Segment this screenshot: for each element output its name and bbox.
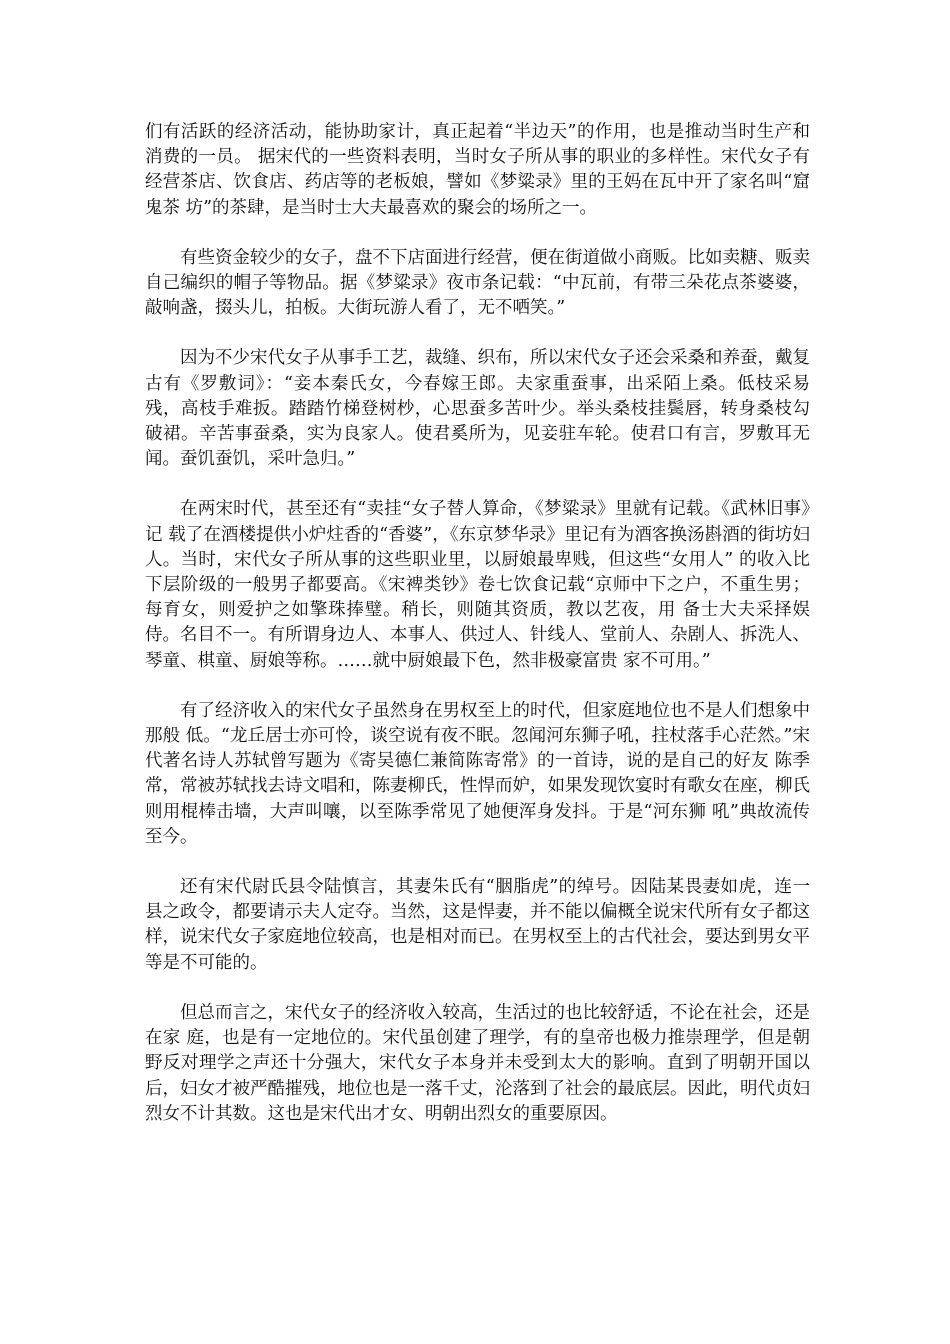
paragraph-2: 有些资金较少的女子，盘不下店面进行经营，便在街道做小商贩。比如卖糖、贩卖自己编织的帽子等物品。据《梦粱录》夜市条记载：“中瓦前，有带三朵花点茶婆婆，敲响盏，掇头儿，拍板。大街玩游人看了，无不哂笑。” <box>145 247 810 319</box>
paragraph-1: 们有活跃的经济活动，能协助家计，真正起着“半边天”的作用，也是推动当时生产和消费的一员。 据宋代的一些资料表明，当时女子所从事的职业的多样性。宋代女子有经营茶店、饮食店、药店等的老板娘，譬如《梦粱录》里的王妈在瓦中开了家名叫“窟鬼茶 坊”的茶肆，是当时士大夫最喜欢的聚会的场所之一。 <box>145 122 810 218</box>
article-body <box>145 120 810 1152</box>
paragraph-5: 有了经济收入的宋代女子虽然身在男权至上的时代，但家庭地位也不是人们想象中那般 低。“龙丘居士亦可怜，谈空说有夜不眠。忽闻河东狮子吼，拄杖落手心茫然。”宋代著名诗人苏轼曾写题为《寄吴德仁兼简陈寄常》的一首诗，说的是自己的好友 陈季常，常被苏轼找去诗文唱和，陈妻柳氏，性悍而妒，如果发现饮宴时有歌女在座，柳氏则用棍棒击墙，大声叫嚷，以至陈季常见了她便浑身发抖。于是“河东狮 吼”典故流传至今。 <box>145 700 810 847</box>
paragraph-4: 在两宋时代，甚至还有“卖挂“女子替人算命，《梦粱录》里就有记载。《武林旧事》记 载了在酒楼提供小炉炷香的“香婆”，《东京梦华录》里记有为酒客换汤斟酒的街坊妇人。当时，宋代女子所从事的这些职业里，以厨娘最卑贱，但这些“女用人” 的收入比下层阶级的一般男子都要高。《宋裨类钞》卷七饮食记载“京师中下之户，不重生男；每育女，则爱护之如擎珠捧璧。稍长，则随其资质，教以艺夜，用 备士大夫采择娱侍。名目不一。有所谓身边人、本事人、供过人、针线人、堂前人、杂剧人、拆洗人、琴童、棋童、厨娘等称。……就中厨娘最下色，然非极豪富贵 家不可用。” <box>145 499 810 671</box>
paragraph-3: 因为不少宋代女子从事手工艺，裁缝、织布，所以宋代女子还会采桑和养蚕，戴复古有《罗敷词》：“妾本秦氏女，今春嫁王郎。夫家重蚕事，出采陌上桑。低枝采易残，高枝手难扳。踏踏竹梯登树杪，心思蚕多苦叶少。举头桑枝挂鬓唇，转身桑枝勾 破裙。辛苦事蚕桑，实为良家人。使君奚所为，见妾驻车轮。使君口有言，罗敷耳无闻。蚕饥蚕饥，采叶急归。” <box>145 348 810 470</box>
paragraph-7: 但总而言之，宋代女子的经济收入较高，生活过的也比较舒适，不论在社会，还是在家 庭，也是有一定地位的。宋代虽创建了理学，有的皇帝也极力推崇理学，但是朝野反对理学之声还十分强大，宋代女子本身并未受到太大的影响。直到了明朝开国以 后，妇女才被严酷摧残，地位也是一落千丈，沦落到了社会的最底层。因此，明代贞妇烈女不计其数。这也是宋代出才女、明朝出烈女的重要原因。 <box>145 1002 810 1124</box>
paragraph-6: 还有宋代尉氏县令陆慎言，其妻朱氏有“胭脂虎”的绰号。因陆某畏妻如虎，连一县之政令，都要请示夫人定夺。当然，这是悍妻，并不能以偏概全说宋代所有女子都这样，说宋代女子家庭地位较高，也是相对而已。在男权至上的古代社会，要达到男女平等是不可能的。 <box>145 877 810 973</box>
